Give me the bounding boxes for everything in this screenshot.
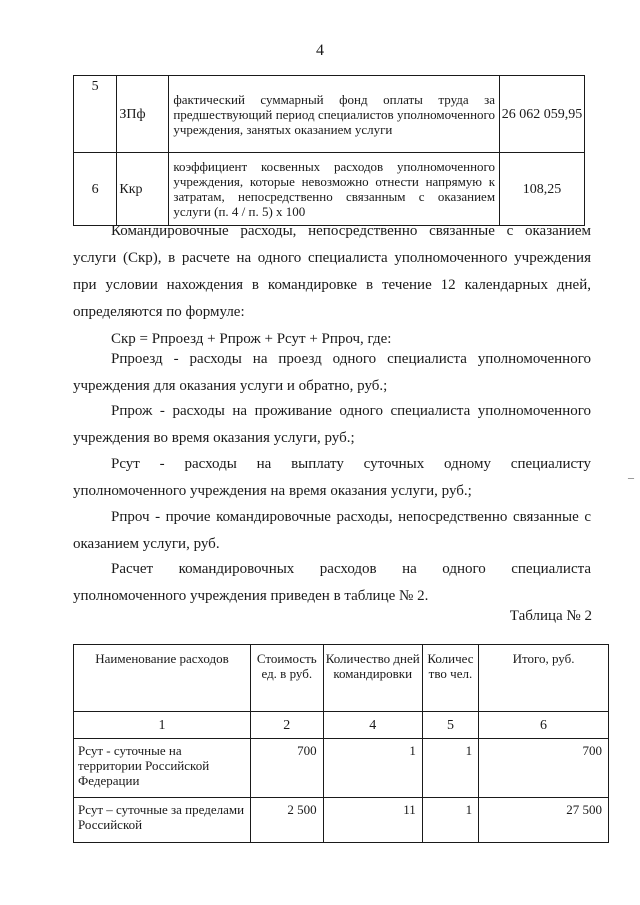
expense-name: Рсут - суточные на территории Российской Федерации (74, 739, 251, 798)
column-number: 4 (323, 712, 422, 739)
row-value: 26 062 059,95 (500, 76, 585, 153)
row-symbol: Ккр (117, 153, 169, 226)
row-total: 27 500 (479, 798, 609, 843)
row-total: 700 (479, 739, 609, 798)
row-value: 108,25 (500, 153, 585, 226)
row-description: фактический суммарный фонд оплаты труда за предшествующий период специалистов уполномоченного учреждения, занятых оказанием услуги (169, 76, 500, 153)
unit-cost: 2 500 (250, 798, 323, 843)
column-header: Количество дней командировки (323, 645, 422, 712)
paragraph-proezd: Рпроезд - расходы на проезд одного специалиста уполномоченного учреждения для оказания услуги и обратно, руб.; (73, 351, 591, 394)
unit-cost: 700 (250, 739, 323, 798)
paragraph-prozh: Рпрож - расходы на проживание одного специалиста уполномоченного учреждения во время оказания услуги, руб.; (73, 403, 591, 446)
column-header: Количес тво чел. (422, 645, 478, 712)
row-number: 6 (74, 153, 117, 226)
column-number: 5 (422, 712, 478, 739)
column-number: 6 (479, 712, 609, 739)
column-number: 1 (74, 712, 251, 739)
table-row (74, 76, 585, 153)
row-description: коэффициент косвенных расходов уполномоченного учреждения, которые невозможно отнести напрямую к затратам, непосредственно связанным с оказанием услуги (п. 4 / п. 5) x 100 (169, 153, 500, 226)
paragraph-calculation: Расчет командировочных расходов на одного специалиста уполномоченного учреждения приведен в таблице № 2. (73, 561, 591, 604)
coefficients-table (73, 75, 585, 226)
column-header: Стоимость ед. в руб. (250, 645, 323, 712)
column-number: 2 (250, 712, 323, 739)
table-header-row (74, 645, 609, 712)
table-row (74, 739, 609, 798)
formula: Скр = Рпроезд + Рпрож + Рсут + Рпроч, где: (111, 331, 392, 347)
trip-days: 1 (323, 739, 422, 798)
table-row (74, 798, 609, 843)
expense-name: Рсут – суточные за пределами Российской (74, 798, 251, 843)
column-header: Наименование расходов (74, 645, 251, 712)
margin-mark: – (628, 470, 634, 484)
paragraph-sut: Рсут - расходы на выплату суточных одному специалисту уполномоченного учреждения на время оказания услуги, руб.; (73, 456, 591, 499)
paragraph-proch: Рпроч - прочие командировочные расходы, непосредственно связанные с оказанием услуги, руб. (73, 509, 591, 552)
travel-expenses-table (73, 644, 609, 843)
paragraph-travel-expenses: Командировочные расходы, непосредственно связанные с оказанием услуги (Скр), в расчете на одного специалиста уполномоченного учреждения при условии нахождения в командировке в течение 12 календарных дней, определяются по формуле: (73, 223, 591, 320)
column-numbers-row (74, 712, 609, 739)
table-caption: Таблица № 2 (509, 608, 592, 624)
trip-days: 11 (323, 798, 422, 843)
people-count: 1 (422, 798, 478, 843)
column-header: Итого, руб. (479, 645, 609, 712)
people-count: 1 (422, 739, 478, 798)
row-number: 5 (74, 76, 117, 153)
page-number: 4 (316, 42, 324, 59)
table-row (74, 153, 585, 226)
row-symbol: ЗПф (117, 76, 169, 153)
